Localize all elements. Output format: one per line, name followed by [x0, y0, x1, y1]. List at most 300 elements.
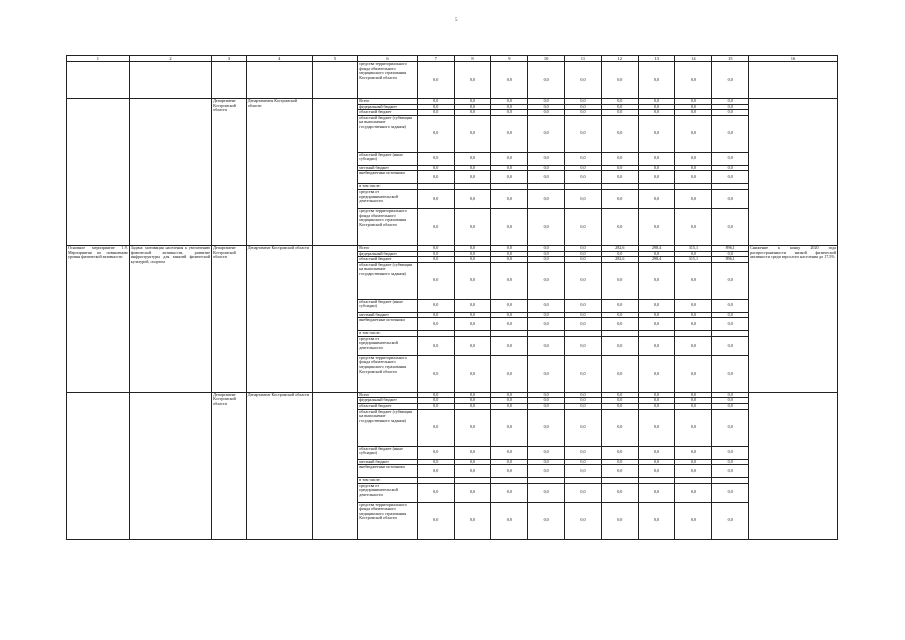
- value-cell: 0,0: [491, 312, 528, 318]
- header-cell: 12: [601, 56, 638, 62]
- value-cell: 0,0: [638, 465, 675, 478]
- value-cell: 0,0: [565, 257, 602, 263]
- value-cell: 0,0: [565, 446, 602, 459]
- value-cell: 0,0: [417, 409, 454, 446]
- value-cell: 0,0: [565, 336, 602, 355]
- value-cell: 0,0: [528, 398, 565, 404]
- value-cell: 0,0: [417, 62, 454, 99]
- value-cell: 0,0: [712, 165, 749, 171]
- task-cell: Задача: мотивация населения к увеличению физической активности, развитие инфраструктуры для занятий физической культурой, спортом: [129, 245, 211, 392]
- category-cell: средства территориального фонда обязательного медицинского страхования Костромской области: [358, 208, 418, 245]
- category-cell: местный бюджет: [358, 459, 418, 465]
- value-cell: 282,6: [601, 245, 638, 251]
- value-cell: 0,0: [601, 262, 638, 299]
- value-cell: 0,0: [638, 312, 675, 318]
- value-cell: 0,0: [417, 115, 454, 152]
- value-cell: 0,0: [417, 318, 454, 331]
- value-cell: 0,0: [675, 403, 712, 409]
- value-cell: 0,0: [601, 318, 638, 331]
- value-cell: 0,0: [454, 336, 491, 355]
- category-cell: федеральный бюджет: [358, 398, 418, 404]
- value-cell: 0,0: [491, 257, 528, 263]
- value-cell: 0,0: [491, 115, 528, 152]
- value-cell: 0,0: [417, 257, 454, 263]
- value-cell: 0,0: [675, 251, 712, 257]
- value-cell: 0,0: [565, 392, 602, 398]
- value-cell: 0,0: [712, 392, 749, 398]
- value-cell: 0,0: [565, 99, 602, 105]
- value-cell: 0,0: [454, 62, 491, 99]
- value-cell: 0,0: [638, 446, 675, 459]
- measure-name-cell: [67, 99, 130, 246]
- value-cell: 0,0: [638, 398, 675, 404]
- value-cell: 0,0: [601, 115, 638, 152]
- value-cell: 0,0: [491, 165, 528, 171]
- executor-cell: Департамент Костромской области: [246, 245, 312, 392]
- value-cell: 0,0: [454, 115, 491, 152]
- value-cell: 0,0: [638, 355, 675, 392]
- category-cell: средства от предпринимательской деятельности: [358, 336, 418, 355]
- measure-name-cell: [67, 392, 130, 539]
- header-cell: 4: [246, 56, 312, 62]
- value-cell: 0,0: [491, 459, 528, 465]
- value-cell: 0,0: [565, 318, 602, 331]
- value-cell: 0,0: [638, 502, 675, 539]
- value-cell: 0,0: [528, 171, 565, 184]
- empty-cell: [312, 245, 357, 392]
- category-cell: средства территориального фонда обязательного медицинского страхования Костромской области: [358, 62, 418, 99]
- funding-table: [66, 55, 838, 540]
- value-cell: 0,0: [491, 318, 528, 331]
- value-cell: 0,0: [675, 318, 712, 331]
- value-cell: 0,0: [712, 104, 749, 110]
- value-cell: 0,0: [675, 152, 712, 165]
- executor-cell: Департаменты Костромской области: [246, 99, 312, 246]
- category-cell: средства от предпринимательской деятельности: [358, 189, 418, 208]
- value-cell: 0,0: [417, 299, 454, 312]
- value-cell: 0,0: [638, 189, 675, 208]
- table-row: [67, 62, 838, 99]
- value-cell: 0,0: [491, 110, 528, 116]
- value-cell: 0,0: [491, 208, 528, 245]
- empty-cell: [312, 392, 357, 539]
- value-cell: 0,0: [454, 409, 491, 446]
- value-cell: 0,0: [601, 355, 638, 392]
- value-cell: 0,0: [491, 245, 528, 251]
- category-cell: федеральный бюджет: [358, 251, 418, 257]
- value-cell: 0,0: [675, 189, 712, 208]
- value-cell: 0,0: [454, 403, 491, 409]
- value-cell: 0,0: [528, 115, 565, 152]
- value-cell: 0,0: [601, 251, 638, 257]
- value-cell: 0,0: [565, 189, 602, 208]
- value-cell: 0,0: [454, 398, 491, 404]
- value-cell: 0,0: [712, 403, 749, 409]
- value-cell: 0,0: [601, 403, 638, 409]
- header-cell: 10: [528, 56, 565, 62]
- value-cell: 0,0: [675, 459, 712, 465]
- value-cell: 0,0: [454, 110, 491, 116]
- value-cell: 0,0: [601, 502, 638, 539]
- value-cell: 0,0: [417, 403, 454, 409]
- category-cell: областной бюджет (субвенции на выполнение государственного задания): [358, 409, 418, 446]
- empty-cell: [212, 62, 247, 99]
- value-cell: 298,4: [638, 245, 675, 251]
- category-cell: в том числе:: [358, 331, 418, 337]
- value-cell: 0,0: [712, 62, 749, 99]
- value-cell: 0,0: [417, 398, 454, 404]
- value-cell: 0,0: [491, 465, 528, 478]
- value-cell: 0,0: [675, 99, 712, 105]
- task-cell: [129, 99, 211, 246]
- value-cell: 0,0: [565, 355, 602, 392]
- value-cell: 0,0: [601, 171, 638, 184]
- value-cell: 0,0: [454, 208, 491, 245]
- category-cell: средства от предпринимательской деятельности: [358, 483, 418, 502]
- value-cell: 0,0: [712, 465, 749, 478]
- category-cell: внебюджетные источники: [358, 465, 418, 478]
- value-cell: 0,0: [565, 312, 602, 318]
- value-cell: 0,0: [491, 171, 528, 184]
- responsible-cell: Департамент Костромской области: [212, 392, 247, 539]
- value-cell: 0,0: [565, 245, 602, 251]
- value-cell: 0,0: [565, 398, 602, 404]
- value-cell: 0,0: [601, 409, 638, 446]
- value-cell: 0,0: [491, 62, 528, 99]
- header-cell: 6: [358, 56, 418, 62]
- category-cell: внебюджетные источники: [358, 171, 418, 184]
- value-cell: 0,0: [675, 115, 712, 152]
- value-cell: 0,0: [601, 465, 638, 478]
- header-cell: 13: [638, 56, 675, 62]
- category-cell: областной бюджет (иные субсидии): [358, 152, 418, 165]
- value-cell: 0,0: [528, 446, 565, 459]
- value-cell: 0,0: [638, 392, 675, 398]
- value-cell: 0,0: [601, 152, 638, 165]
- empty-cell: [129, 62, 211, 99]
- value-cell: 0,0: [565, 62, 602, 99]
- value-cell: 0,0: [454, 165, 491, 171]
- page-number: 5: [455, 18, 458, 23]
- value-cell: 0,0: [712, 355, 749, 392]
- value-cell: 0,0: [638, 336, 675, 355]
- value-cell: 0,0: [528, 409, 565, 446]
- value-cell: 0,0: [601, 336, 638, 355]
- value-cell: 0,0: [638, 459, 675, 465]
- value-cell: 0,0: [638, 318, 675, 331]
- value-cell: 0,0: [712, 459, 749, 465]
- value-cell: 0,0: [638, 171, 675, 184]
- value-cell: 0,0: [528, 459, 565, 465]
- value-cell: 0,0: [565, 104, 602, 110]
- value-cell: 0,0: [417, 152, 454, 165]
- category-cell: в том числе:: [358, 184, 418, 190]
- value-cell: 0,0: [712, 251, 749, 257]
- value-cell: 0,0: [712, 208, 749, 245]
- value-cell: 0,0: [528, 355, 565, 392]
- value-cell: 282,6: [601, 257, 638, 263]
- value-cell: 0,0: [712, 502, 749, 539]
- value-cell: 0,0: [638, 62, 675, 99]
- value-cell: 0,0: [638, 483, 675, 502]
- category-cell: средства территориального фонда обязательного медицинского страхования Костромской области: [358, 502, 418, 539]
- value-cell: 0,0: [712, 409, 749, 446]
- value-cell: 0,0: [565, 208, 602, 245]
- value-cell: 315,1: [675, 257, 712, 263]
- value-cell: 0,0: [528, 257, 565, 263]
- value-cell: 0,0: [638, 110, 675, 116]
- value-cell: 0,0: [417, 104, 454, 110]
- value-cell: 0,0: [638, 165, 675, 171]
- value-cell: 0,0: [601, 110, 638, 116]
- value-cell: 0,0: [601, 483, 638, 502]
- result-cell: [749, 392, 838, 539]
- value-cell: 0,0: [491, 446, 528, 459]
- header-cell: 5: [312, 56, 357, 62]
- value-cell: 0,0: [528, 208, 565, 245]
- empty-cell: [246, 62, 312, 99]
- value-cell: 0,0: [528, 262, 565, 299]
- value-cell: 0,0: [417, 459, 454, 465]
- value-cell: 0,0: [491, 299, 528, 312]
- value-cell: 0,0: [417, 355, 454, 392]
- value-cell: 0,0: [675, 62, 712, 99]
- value-cell: 0,0: [491, 409, 528, 446]
- value-cell: 0,0: [454, 465, 491, 478]
- responsible-cell: Департамент Костромской области: [212, 245, 247, 392]
- value-cell: 0,0: [528, 110, 565, 116]
- result-cell: [749, 62, 838, 99]
- value-cell: 0,0: [601, 459, 638, 465]
- value-cell: 0,0: [638, 251, 675, 257]
- category-cell: местный бюджет: [358, 165, 418, 171]
- value-cell: 0,0: [638, 115, 675, 152]
- value-cell: 0,0: [675, 165, 712, 171]
- value-cell: 0,0: [417, 251, 454, 257]
- value-cell: 0,0: [675, 392, 712, 398]
- value-cell: 0,0: [712, 483, 749, 502]
- value-cell: 0,0: [528, 403, 565, 409]
- value-cell: 0,0: [454, 171, 491, 184]
- value-cell: 0,0: [454, 459, 491, 465]
- category-cell: Всего: [358, 392, 418, 398]
- value-cell: 0,0: [712, 171, 749, 184]
- value-cell: 0,0: [491, 251, 528, 257]
- value-cell: 0,0: [528, 251, 565, 257]
- value-cell: 0,0: [417, 336, 454, 355]
- value-cell: 0,0: [565, 465, 602, 478]
- value-cell: 0,0: [417, 465, 454, 478]
- value-cell: 0,0: [417, 483, 454, 502]
- value-cell: 0,0: [491, 99, 528, 105]
- value-cell: 0,0: [454, 312, 491, 318]
- value-cell: 0,0: [417, 312, 454, 318]
- responsible-cell: Департамент Костромской области: [212, 99, 247, 246]
- value-cell: 0,0: [417, 245, 454, 251]
- value-cell: 0,0: [417, 262, 454, 299]
- category-cell: областной бюджет (субвенции на выполнение государственного задания): [358, 115, 418, 152]
- value-cell: 0,0: [417, 446, 454, 459]
- empty-cell: [312, 99, 357, 246]
- value-cell: 0,0: [491, 392, 528, 398]
- value-cell: 0,0: [638, 208, 675, 245]
- value-cell: 0,0: [675, 208, 712, 245]
- category-cell: средства территориального фонда обязательного медицинского страхования Костромской области: [358, 355, 418, 392]
- value-cell: 0,0: [675, 110, 712, 116]
- value-cell: 0,0: [565, 251, 602, 257]
- value-cell: 0,0: [638, 104, 675, 110]
- header-cell: 9: [491, 56, 528, 62]
- value-cell: 0,0: [491, 336, 528, 355]
- value-cell: 0,0: [675, 336, 712, 355]
- value-cell: 0,0: [675, 171, 712, 184]
- category-cell: местный бюджет: [358, 312, 418, 318]
- value-cell: 0,0: [601, 99, 638, 105]
- value-cell: 0,0: [417, 171, 454, 184]
- header-cell: 14: [675, 56, 712, 62]
- value-cell: 0,0: [712, 312, 749, 318]
- value-cell: 0,0: [565, 403, 602, 409]
- result-cell: [749, 99, 838, 246]
- value-cell: 0,0: [601, 312, 638, 318]
- value-cell: 0,0: [638, 409, 675, 446]
- value-cell: 0,0: [712, 99, 749, 105]
- value-cell: 0,0: [454, 299, 491, 312]
- value-cell: 0,0: [491, 104, 528, 110]
- value-cell: 0,0: [638, 262, 675, 299]
- value-cell: 0,0: [675, 465, 712, 478]
- value-cell: 0,0: [712, 115, 749, 152]
- value-cell: 0,0: [601, 165, 638, 171]
- empty-cell: [67, 62, 130, 99]
- empty-cell: [312, 62, 357, 99]
- value-cell: 0,0: [454, 104, 491, 110]
- category-cell: областной бюджет (субвенции на выполнение государственного задания): [358, 262, 418, 299]
- value-cell: 0,0: [601, 446, 638, 459]
- value-cell: 0,0: [528, 483, 565, 502]
- value-cell: 0,0: [565, 171, 602, 184]
- value-cell: 0,0: [417, 99, 454, 105]
- value-cell: 0,0: [528, 189, 565, 208]
- value-cell: 0,0: [528, 62, 565, 99]
- value-cell: 0,0: [712, 446, 749, 459]
- value-cell: 0,0: [454, 245, 491, 251]
- value-cell: 0,0: [417, 502, 454, 539]
- category-cell: Всего: [358, 99, 418, 105]
- value-cell: 0,0: [712, 152, 749, 165]
- value-cell: 0,0: [601, 62, 638, 99]
- value-cell: 0,0: [565, 502, 602, 539]
- category-cell: в том числе:: [358, 478, 418, 484]
- header-cell: 2: [129, 56, 211, 62]
- value-cell: 315,1: [675, 245, 712, 251]
- value-cell: 0,0: [528, 99, 565, 105]
- value-cell: 0,0: [712, 398, 749, 404]
- value-cell: 0,0: [491, 189, 528, 208]
- value-cell: 0,0: [601, 189, 638, 208]
- value-cell: 0,0: [601, 398, 638, 404]
- value-cell: 0,0: [601, 208, 638, 245]
- value-cell: 0,0: [417, 189, 454, 208]
- value-cell: 0,0: [675, 483, 712, 502]
- value-cell: 0,0: [417, 392, 454, 398]
- value-cell: 0,0: [638, 99, 675, 105]
- value-cell: 0,0: [601, 104, 638, 110]
- value-cell: 0,0: [528, 318, 565, 331]
- header-cell: 16: [749, 56, 838, 62]
- value-cell: 298,4: [638, 257, 675, 263]
- value-cell: 0,0: [491, 398, 528, 404]
- value-cell: 896,1: [712, 245, 749, 251]
- value-cell: 0,0: [454, 99, 491, 105]
- value-cell: 0,0: [491, 403, 528, 409]
- value-cell: 0,0: [565, 165, 602, 171]
- value-cell: 0,0: [528, 392, 565, 398]
- value-cell: 0,0: [454, 392, 491, 398]
- value-cell: 0,0: [491, 483, 528, 502]
- category-cell: внебюджетные источники: [358, 318, 418, 331]
- value-cell: 0,0: [675, 409, 712, 446]
- value-cell: 0,0: [675, 312, 712, 318]
- category-cell: областной бюджет: [358, 257, 418, 263]
- value-cell: 0,0: [454, 355, 491, 392]
- header-cell: 3: [212, 56, 247, 62]
- value-cell: 0,0: [528, 312, 565, 318]
- value-cell: 0,0: [454, 257, 491, 263]
- value-cell: 0,0: [454, 318, 491, 331]
- value-cell: 0,0: [712, 110, 749, 116]
- value-cell: 0,0: [491, 262, 528, 299]
- value-cell: 0,0: [491, 152, 528, 165]
- value-cell: 0,0: [454, 446, 491, 459]
- value-cell: 0,0: [601, 299, 638, 312]
- value-cell: 0,0: [528, 152, 565, 165]
- value-cell: 896,1: [712, 257, 749, 263]
- header-cell: 1: [67, 56, 130, 62]
- value-cell: 0,0: [454, 502, 491, 539]
- category-cell: областной бюджет: [358, 110, 418, 116]
- value-cell: 0,0: [565, 115, 602, 152]
- value-cell: 0,0: [565, 299, 602, 312]
- header-cell: 15: [712, 56, 749, 62]
- value-cell: 0,0: [417, 110, 454, 116]
- value-cell: 0,0: [528, 336, 565, 355]
- value-cell: 0,0: [454, 189, 491, 208]
- value-cell: 0,0: [675, 299, 712, 312]
- value-cell: 0,0: [712, 299, 749, 312]
- value-cell: 0,0: [565, 409, 602, 446]
- value-cell: 0,0: [417, 165, 454, 171]
- executor-cell: Департамент Костромской области: [246, 392, 312, 539]
- category-cell: областной бюджет: [358, 403, 418, 409]
- category-cell: областной бюджет (иные субсидии): [358, 446, 418, 459]
- value-cell: 0,0: [528, 165, 565, 171]
- value-cell: 0,0: [712, 318, 749, 331]
- result-cell: Снижение к концу 2020 года распространенности низкой физической активности среди взрослого населения до 17,5%: [749, 245, 838, 392]
- value-cell: 0,0: [491, 502, 528, 539]
- value-cell: 0,0: [528, 465, 565, 478]
- value-cell: 0,0: [454, 152, 491, 165]
- header-cell: 7: [417, 56, 454, 62]
- value-cell: 0,0: [675, 262, 712, 299]
- value-cell: 0,0: [565, 262, 602, 299]
- value-cell: 0,0: [565, 110, 602, 116]
- measure-name-cell: Основное мероприятие 1.9. Мероприятия по повышению уровня физической активности: [67, 245, 130, 392]
- value-cell: 0,0: [638, 152, 675, 165]
- value-cell: 0,0: [675, 355, 712, 392]
- value-cell: 0,0: [528, 299, 565, 312]
- category-cell: федеральный бюджет: [358, 104, 418, 110]
